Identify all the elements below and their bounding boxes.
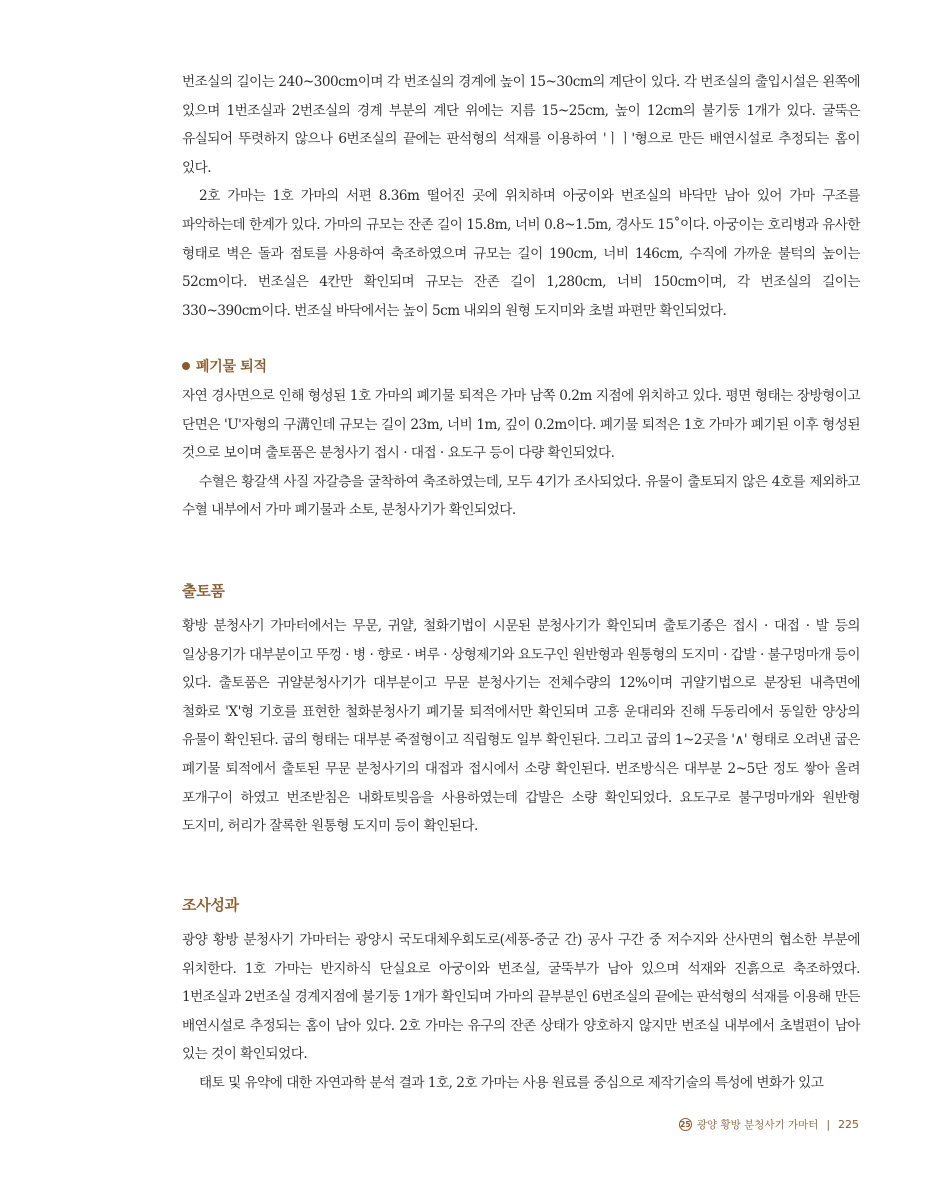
page-number: 225 — [838, 1118, 859, 1131]
artifacts-section — [182, 612, 860, 841]
footer-separator: | — [826, 1118, 830, 1131]
waste-paragraph-2: 수혈은 황갈색 사질 자갈층을 굴착하여 축조하였는데, 모두 4기가 조사되었다. 유물이 출토되지 않은 4호를 제외하고 수혈 내부에서 가마 폐기물과 소토, 분청사기가 확인되었다. — [182, 473, 860, 519]
page-footer — [679, 1117, 859, 1132]
intro-paragraph-1: 번조실의 길이는 240~300cm이며 각 번조실의 경계에 높이 15~30cm의 계단이 있다. 각 번조실의 출입시설은 왼쪽에 있으며 1번조실과 2번조실의 경계 부분의 계단 위에는 지름 15~25cm, 높이 12cm의 불기둥 1개가 있다. 굴뚝은 유실되어 뚜렷하지 않으나 6번조실의 끝에는 판석형의 석재를 이용하여 'ㅣㅣ'형으로 만든 배연시설로 추정되는 홈이 있다. — [182, 74, 860, 176]
intro-paragraph-2: 2호 가마는 1호 가마의 서편 8.36m 떨어진 곳에 위치하며 아궁이와 번조실의 바닥만 남아 있어 가마 구조를 파악하는데 한계가 있다. 가마의 규모는 잔존 길이 15.8m, 너비 0.8~1.5m, 경사도 15˚이다. 아궁이는 호리병과 유사한 형태로 벽은 돌과 점토를 사용하여 축조하였으며 규모는 길이 190cm, 너비 146cm, 수직에 가까운 불턱의 높이는 52cm이다. 번조실은 4칸만 확인되며 규모는 잔존 길이 1,280cm, 너비 150cm이며, 각 번조실의 길이는 330~390cm이다. 번조실 바닥에서는 높이 5cm 내외의 원형 도지미와 초벌 파편만 확인되었다. — [182, 188, 860, 319]
results-heading: 조사성과 — [182, 896, 239, 914]
waste-heading — [182, 356, 267, 376]
waste-paragraph-1: 자연 경사면으로 인해 형성된 1호 가마의 폐기물 퇴적은 가마 남쪽 0.2m 지점에 위치하고 있다. 평면 형태는 장방형이고 단면은 'U'자형의 구溝인데 규모는 길이 23m, 너비 1m, 깊이 0.2m이다. 폐기물 퇴적은 1호 가마가 폐기된 이후 형성된 것으로 보이며 출토품은 분청사기 접시 · 대접 · 요도구 등이 다량 확인되었다. — [182, 388, 860, 462]
intro-section — [182, 68, 860, 325]
results-paragraph-2: 태토 및 유약에 대한 자연과학 분석 결과 1호, 2호 가마는 사용 원료를 중심으로 제작기술의 특성에 변화가 있고 — [199, 1074, 824, 1091]
footer-title: 광양 황방 분청사기 가마터 — [696, 1119, 819, 1131]
results-section — [182, 926, 860, 1098]
bullet-dot-icon — [182, 362, 190, 370]
artifacts-heading: 출토품 — [182, 582, 225, 600]
artifacts-paragraph-1: 황방 분청사기 가마터에서는 무문, 귀얄, 철화기법이 시문된 분청사기가 확인되며 출토기종은 접시 · 대접 · 발 등의 일상용기가 대부분이고 뚜껑 · 병 · 향로 · 벼루 · 상형제기와 요도구인 원반형과 원통형의 도지미 · 갑발 · 불구멍마개 등이 있다. 출토품은 귀얄분청사기가 대부분이고 무문 분청사기는 전체수량의 12%이며 귀얄기법으로 분장된 내측면에 철화로 'X'형 기호를 표현한 철화분청사기 폐기물 퇴적에서만 확인되며 고흥 운대리와 진해 두동리에서 동일한 양상의 유물이 확인된다. 굽의 형태는 대부분 죽절형이고 직립형도 일부 확인된다. 그리고 굽의 1~2곳을 '∧' 형태로 오려낸 굽은 폐기물 퇴적에서 출토된 무문 분청사기의 대접과 접시에서 소량 확인된다. 번조방식은 대부분 2~5단 정도 쌓아 올려 포개구이 하였고 번조받침은 내화토빚음을 사용하였는데 갑발은 소량 확인되었다. 요도구로 불구멍마개와 원반형 도지미, 허리가 잘록한 원통형 도지미 등이 확인된다. — [182, 618, 860, 835]
waste-section — [182, 382, 860, 525]
results-paragraph-1: 광양 황방 분청사기 가마터는 광양시 국도대체우회도로(세풍-중군 간) 공사 구간 중 저수지와 산사면의 협소한 부분에 위치한다. 1호 가마는 반지하식 단실요로 아궁이와 번조실, 굴뚝부가 남아 있으며 석재와 진흙으로 축조하였다. 1번조실과 2번조실 경계지점에 불기둥 1개가 확인되며 가마의 끝부분인 6번조실의 끝에는 판석형의 석재를 이용해 만든 배연시설로 추정되는 홈이 남아 있다. 2호 가마는 유구의 잔존 상태가 양호하지 않지만 번조실 내부에서 초벌편이 남아 있는 것이 확인되었다. — [182, 932, 861, 1063]
waste-heading-text: 폐기물 퇴적 — [196, 359, 267, 375]
chapter-number-badge: 25 — [680, 1120, 691, 1129]
